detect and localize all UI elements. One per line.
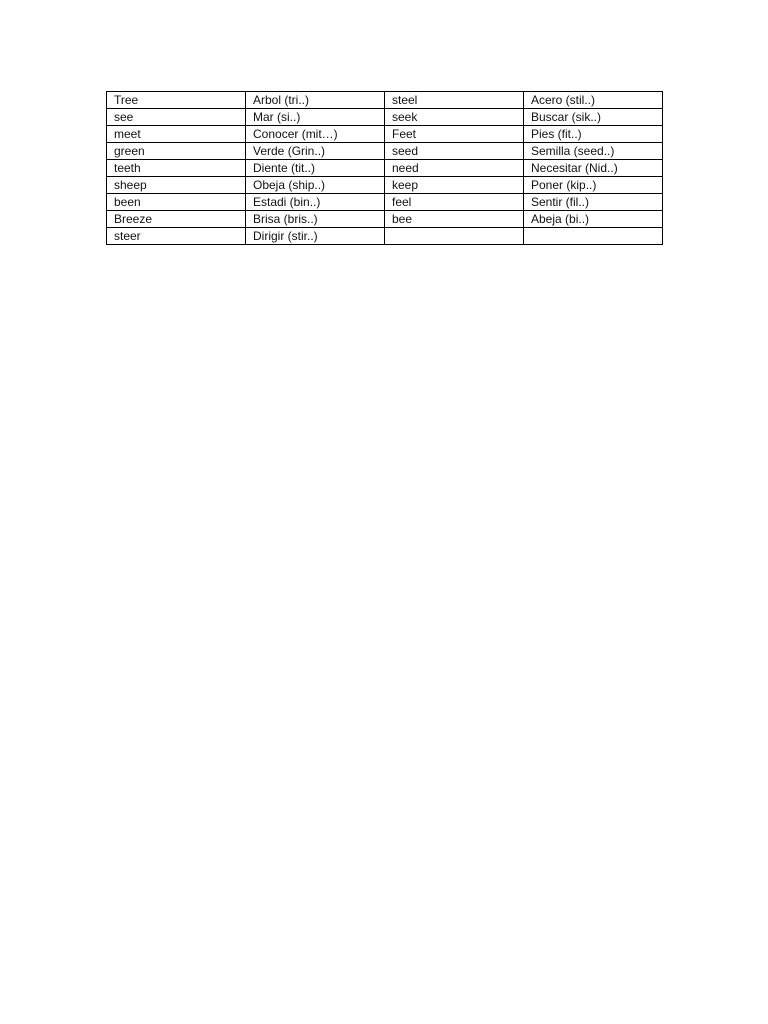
table-cell: [385, 228, 524, 245]
vocabulary-table: [106, 91, 663, 245]
table-cell: Diente (tit..): [246, 160, 385, 177]
table-cell: need: [385, 160, 524, 177]
table-cell: Semilla (seed..): [524, 143, 663, 160]
table-cell: feel: [385, 194, 524, 211]
table-cell: see: [107, 109, 246, 126]
table-cell: teeth: [107, 160, 246, 177]
table-row: [107, 177, 663, 194]
table-cell: Breeze: [107, 211, 246, 228]
table-row: [107, 228, 663, 245]
table-cell: Mar (si..): [246, 109, 385, 126]
table-cell: seek: [385, 109, 524, 126]
table-row: [107, 92, 663, 109]
table-cell: seed: [385, 143, 524, 160]
table-row: [107, 126, 663, 143]
table-cell: green: [107, 143, 246, 160]
table-cell: [524, 228, 663, 245]
table-row: [107, 211, 663, 228]
table-cell: steel: [385, 92, 524, 109]
table-cell: Tree: [107, 92, 246, 109]
table-cell: keep: [385, 177, 524, 194]
table-row: [107, 109, 663, 126]
table-cell: Buscar (sik..): [524, 109, 663, 126]
table-cell: Obeja (ship..): [246, 177, 385, 194]
table-cell: bee: [385, 211, 524, 228]
table-row: [107, 194, 663, 211]
table-row: [107, 143, 663, 160]
table-cell: Verde (Grin..): [246, 143, 385, 160]
table-cell: Necesitar (Nid..): [524, 160, 663, 177]
table-cell: Pies (fit..): [524, 126, 663, 143]
table-cell: sheep: [107, 177, 246, 194]
table-cell: Poner (kip..): [524, 177, 663, 194]
table-cell: been: [107, 194, 246, 211]
table-row: [107, 160, 663, 177]
table-cell: Conocer (mit…): [246, 126, 385, 143]
table-cell: meet: [107, 126, 246, 143]
table-cell: steer: [107, 228, 246, 245]
table-cell: Abeja (bi..): [524, 211, 663, 228]
table-cell: Acero (stil..): [524, 92, 663, 109]
table-cell: Feet: [385, 126, 524, 143]
table-cell: Sentir (fil..): [524, 194, 663, 211]
table-cell: Brisa (bris..): [246, 211, 385, 228]
table-cell: Dirigir (stir..): [246, 228, 385, 245]
table-cell: Arbol (tri..): [246, 92, 385, 109]
table-cell: Estadi (bin..): [246, 194, 385, 211]
